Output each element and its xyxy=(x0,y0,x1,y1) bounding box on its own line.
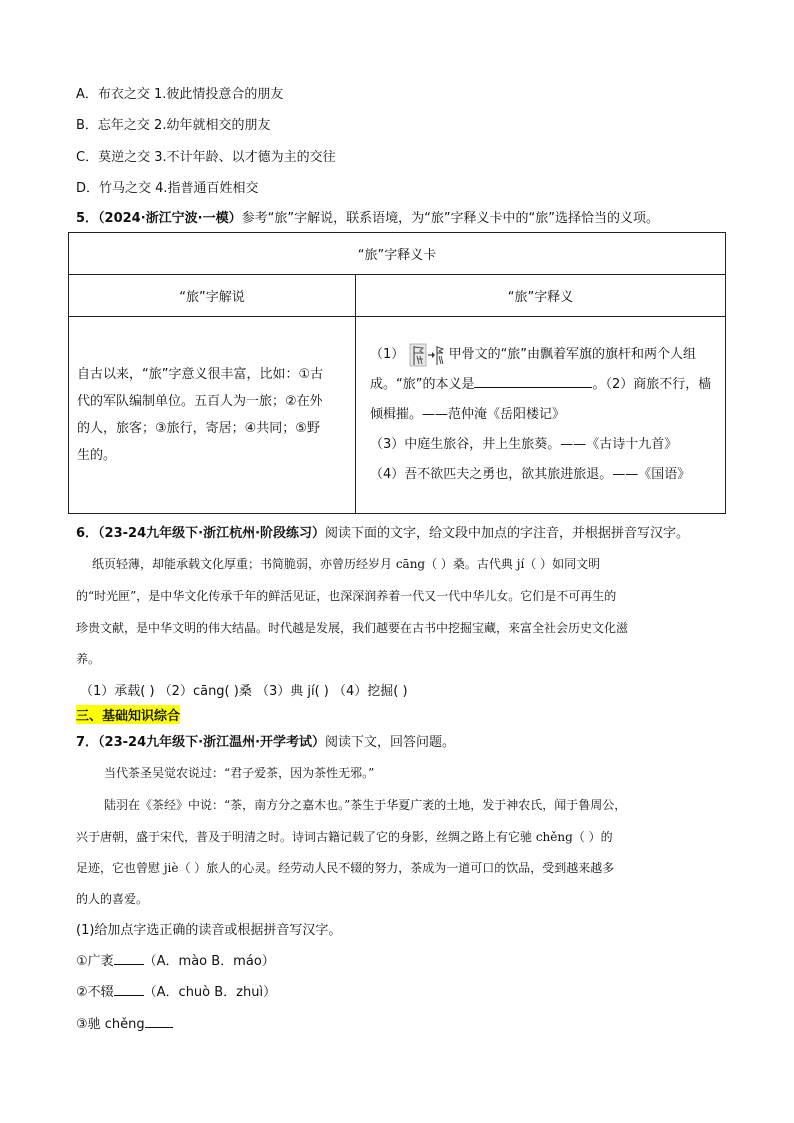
sub-option-3: ③驰 chěng xyxy=(76,1013,173,1032)
section-heading: 三、基础知识综合 xyxy=(76,705,180,724)
def-line-3: 倾楫摧。——范仲淹《岳阳楼记》 xyxy=(370,407,566,422)
explanation-line: 代的军队编制单位。五百人为一旅；②在外 xyxy=(77,394,323,409)
passage-line: 养。 xyxy=(76,652,101,666)
passage-line: 陆羽在《茶经》中说：“茶，南方分之嘉木也。”茶生于华夏广袤的土地，发于神农氏，闻于鲁周公， xyxy=(104,798,627,812)
definition-card-table xyxy=(68,232,726,514)
sub-question-1: (1)给加点字选正确的读音或根据拼音写汉字。 xyxy=(76,923,342,938)
explanation-line: 生的。 xyxy=(77,448,117,463)
question-6-header xyxy=(76,522,689,541)
passage-line: 的人的喜爱。 xyxy=(76,892,149,906)
question-source: （23-24九年级下·浙江杭州·阶段练习） xyxy=(98,526,326,541)
def-item-1-text: 甲骨文的“旅”由飘着军旗的旗杆和两个人组 xyxy=(448,347,697,362)
question-prompt: 阅读下面的文字，给文段中加点的字注音，并根据拼音写汉字。 xyxy=(325,526,690,541)
question-source: （2024·浙江宁波·一模） xyxy=(98,211,242,226)
sub-option-2: ②不辍 （A．chuò B．zhuì） xyxy=(76,985,277,1000)
match-option-b: B．忘年之交 2.幼年就相交的朋友 xyxy=(76,118,271,133)
question-7-header xyxy=(76,731,455,750)
passage-line: 当代茶圣吴觉农说过：“君子爱茶，因为茶性无邪。” xyxy=(104,766,375,780)
question-number: 6． xyxy=(76,526,99,541)
passage-line: 纸页轻薄，却能承载文化厚重；书简脆弱，亦曾历经岁月 cāng（ ）桑。古代典 jí（ ）如同文明 xyxy=(92,557,601,571)
definition-cell xyxy=(356,317,726,514)
explanation-cell xyxy=(69,317,356,514)
passage-line: 兴于唐朝，盛于宋代，普及于明清之时。诗词古籍记载了它的身影，丝绸之路上有它驰 chěng（ ）的 xyxy=(76,830,613,844)
card-title: “旅”字释义卡 xyxy=(69,233,726,275)
question-prompt: 参考“旅”字解说，联系语境，为“旅”字释义卡中的“旅”选择恰当的义项。 xyxy=(241,211,660,226)
passage-line: 的“时光匣”，是中华文化传承千年的鲜活见证，也深深润养着一代又一代中华儿女。它们是不可再生的 xyxy=(76,589,617,603)
def-line-5: （4）吾不欲匹夫之勇也，欲其旅进旅退。——《国语》 xyxy=(370,467,691,482)
oracle-bone-glyph-image xyxy=(408,342,444,368)
match-option-d: D．竹马之交 4.指普通百姓相交 xyxy=(76,181,259,196)
def-line-2a: 成。“旅”的本义是 xyxy=(370,377,475,392)
def-line-4: （3）中庭生旅谷，井上生旅葵。——《古诗十九首》 xyxy=(370,437,678,452)
col-header-definition: “旅”字释义 xyxy=(356,275,726,317)
answer-blank[interactable] xyxy=(145,1015,173,1028)
passage-line: 珍贵文献，是中华文明的伟大结晶。时代越是发展，我们越要在古书中挖掘宝藏，来富全社会历史文化滋 xyxy=(76,621,629,635)
col-header-explanation: “旅”字解说 xyxy=(69,275,356,317)
def-line-2b: 。（2）商旅不行，樯 xyxy=(592,377,712,392)
passage-line: 足迹，它也曾慰 jiè（ ）旅人的心灵。经劳动人民不辍的努力，茶成为一道可口的饮品，受到越来越多 xyxy=(76,861,615,875)
question-source: （23-24九年级下·浙江温州·开学考试） xyxy=(98,735,326,750)
sub-option-1: ①广袤 （A．mào B．máo） xyxy=(76,954,275,969)
explanation-line: 的人，旅客；③旅行，寄居；④共同；⑤野 xyxy=(77,421,320,436)
answer-blank[interactable] xyxy=(474,375,592,388)
question-prompt: 阅读下文，回答问题。 xyxy=(325,735,456,750)
answer-blank[interactable] xyxy=(114,952,144,965)
question-number: 7． xyxy=(76,735,99,750)
explanation-line: 自古以来，“旅”字意义很丰富，比如：①古 xyxy=(77,367,324,382)
answer-blank[interactable] xyxy=(114,983,144,996)
def-item-1-num: （1） xyxy=(370,347,405,362)
question-5-header xyxy=(76,207,659,226)
match-option-a: A．布衣之交 1.彼此情投意合的朋友 xyxy=(76,87,284,102)
answer-slots: （1）承载( ) （2）cāng( )桑 （3）典 jí( ) （4）挖掘( ) xyxy=(80,684,408,699)
question-number: 5． xyxy=(76,211,99,226)
match-option-c: C．莫逆之交 3.不计年龄、以才德为主的交往 xyxy=(76,150,336,165)
